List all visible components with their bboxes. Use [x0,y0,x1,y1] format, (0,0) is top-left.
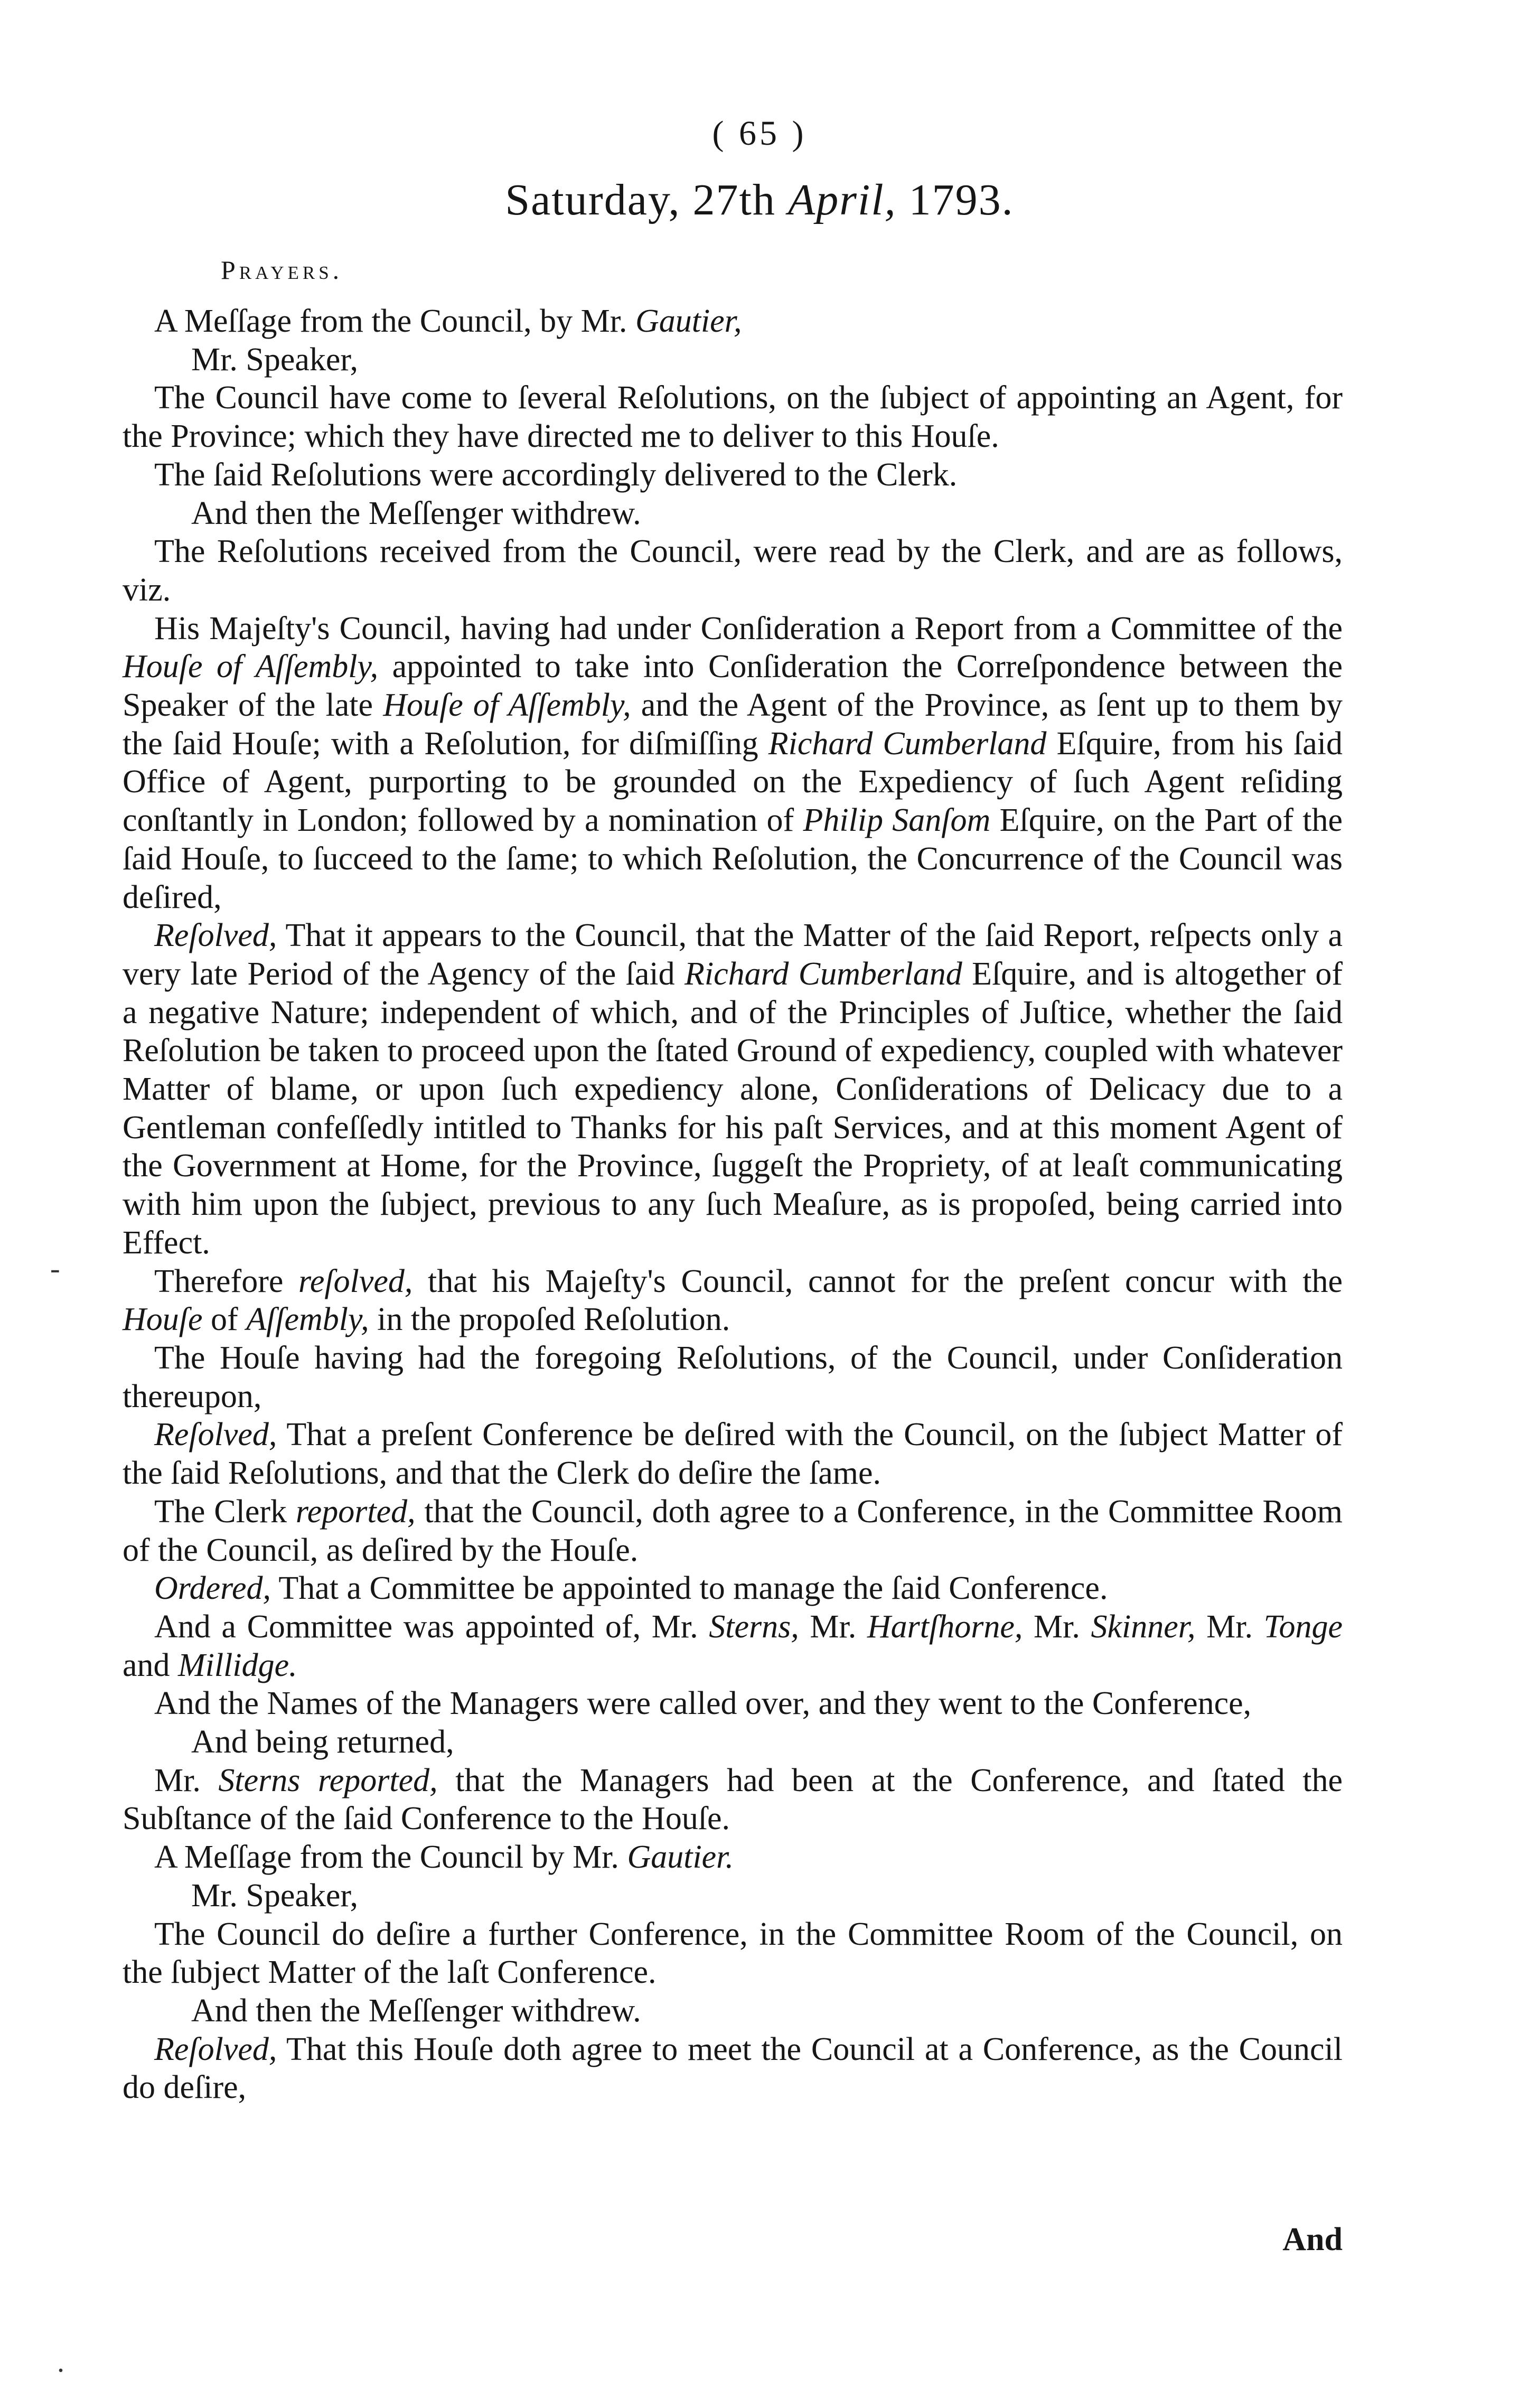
paragraph-italic-text: Sterns, [709,1608,799,1645]
paragraph-text: that the Managers had been at the Conference, and ſtated the Subſtance of the ſaid Conference to the Houſe. [123,1762,1343,1837]
paragraph-italic-text: Tonge [1263,1608,1343,1645]
paragraph-italic-text: Richard Cumberland [768,725,1047,762]
paragraph [123,1992,1343,2030]
paragraph [123,302,1343,341]
paragraph-italic-text: Sterns reported, [218,1762,438,1798]
paragraph [123,341,1343,379]
catchword: And [1282,2222,1343,2257]
paragraph-text: A Meſſage from the Council by Mr. [154,1839,627,1876]
paragraph [123,494,1343,533]
margin-mark: . [57,2346,64,2378]
paragraph [123,916,1343,1262]
paragraph-text: And the Names of the Managers were called over, and they went to the Conference, [154,1685,1252,1722]
paragraph-italic-text: Reſolved, [154,917,277,954]
paragraph-italic-text: Reſolved, [154,2031,277,2067]
paragraph-text: And then the Meſſenger withdrew. [191,495,641,531]
paragraph-text: That it appears to the Council, that the Matter of the ſaid Report, reſpects only a very late Period of the Agency of the ſaid [123,917,1343,992]
paragraph-text: And a Committee was appointed of, Mr. [154,1608,709,1645]
body-text [123,302,1343,2107]
paragraph [123,456,1343,494]
paragraph-italic-text: Houſe of Aſſembly, [383,687,631,724]
margin-mark: - [50,1252,60,1285]
paragraph-italic-text: Skinner, [1091,1608,1196,1645]
paragraph-italic-text: Richard Cumberland [684,955,962,992]
paragraph-italic-text: reſolved, [298,1263,413,1299]
paragraph-italic-text: Reſolved, [154,1417,277,1453]
date-heading [0,174,1519,226]
paragraph-italic-text: Philip Sanſom [803,802,991,839]
paragraph [123,610,1343,917]
paragraph-text: Mr. Speaker, [191,341,359,378]
paragraph-text: A Meſſage from the Council, by Mr. [154,303,635,339]
paragraph [123,1915,1343,1992]
paragraph-text: The Reſolutions received from the Council, were read by the Clerk, and are as follows, viz. [123,533,1343,608]
paragraph-italic-text: Houſe of Aſſembly, [123,649,379,685]
paragraph-text: in the propoſed Reſolution. [369,1301,730,1338]
paragraph-italic-text: Aſſembly, [246,1301,369,1338]
paragraph-italic-text: reported, [295,1493,416,1530]
paragraph-text: Eſquire, and is altogether of a negative Nature; independent of which, and of the Principles of Juſtice, whether the ſaid Reſolution be taken to proceed upon the ſtated Ground of expediency, coupled with whatever Matter of blame, or upon ſuch expediency alone, Conſiderations of Delicacy due to a Gentleman confeſſedly intitled to Thanks for his paſt Services, and at this moment Agent of the Government at Home, for the Province, ſuggeſt the Propriety, of at leaſt communicating with him upon the ſubject, previous to any ſuch Meaſure, as is propoſed, being carried into Effect. [123,955,1343,1261]
paragraph [123,1838,1343,1877]
paragraph-text: Mr. [1023,1608,1091,1645]
paragraph [123,1762,1343,1838]
paragraph-italic-text: Gautier, [635,303,742,339]
paragraph-text: appointed to take into Conſideration the Correſpondence between the Speaker of the late [123,649,1343,724]
date-heading-year: 1793. [896,175,1014,224]
page-number: ( 65 ) [712,114,807,153]
paragraph-text: that the Council, doth agree to a Conference, in the Committee Room of the Council, as deſired by the Houſe. [123,1493,1343,1568]
paragraph-text: of [202,1301,247,1338]
paragraph [123,1262,1343,1339]
date-heading-prefix: Saturday, 27th [505,175,788,224]
prayers-heading: Prayers. [221,255,343,285]
paragraph [123,379,1343,455]
paragraph-text: The Council do deſire a further Conference, in the Committee Room of the Council, on the ſubject Matter of the laſt Conference. [123,1916,1343,1991]
paragraph-italic-text: Hartſhorne, [867,1608,1023,1645]
paragraph-italic-text: Houſe [123,1301,203,1338]
paragraph-text: Eſquire, on the Part of the ſaid Houſe, to ſucceed to the ſame; to which Reſolution, the Concurrence of the Council was deſired, [123,802,1343,915]
paragraph [123,1339,1343,1416]
paragraph-text: The Clerk [154,1493,296,1530]
paragraph-text: Mr. [154,1762,219,1798]
paragraph-text: The ſaid Reſolutions were accordingly delivered to the Clerk. [154,456,958,493]
paragraph-text: and the Agent of the Province, as ſent up to them by the ſaid Houſe; with a Reſolution, for diſmiſſing [123,687,1343,762]
paragraph [123,2030,1343,2107]
paragraph [123,1569,1343,1608]
paragraph-text: That this Houſe doth agree to meet the Council at a Conference, as the Council do deſire, [123,2031,1343,2106]
paragraph [123,1416,1343,1492]
paragraph-text: The Council have come to ſeveral Reſolutions, on the ſubject of appointing an Agent, for the Province; which they have directed me to deliver to this Houſe. [123,380,1343,455]
paragraph [123,1723,1343,1762]
paragraph-text: Mr. Speaker, [191,1877,359,1914]
paragraph [123,1877,1343,1915]
paragraph-text: Mr. [1195,1608,1264,1645]
paragraph-text: and [123,1647,179,1683]
date-heading-month: April, [787,175,897,224]
paragraph-text: Mr. [799,1608,867,1645]
paragraph-text: And then the Meſſenger withdrew. [191,1992,641,2029]
paragraph-text: that his Majeſty's Council, cannot for the preſent concur with the [412,1263,1343,1299]
paragraph-text: Therefore [154,1263,299,1299]
paragraph-text: His Majeſty's Council, having had under Conſideration a Report from a Committee of the [154,610,1343,646]
paragraph-italic-text: Millidge. [178,1647,297,1683]
paragraph-text: That a Committee be appointed to manage the ſaid Conference. [270,1570,1108,1607]
paragraph [123,1684,1343,1723]
paragraph-text: Eſquire, from his ſaid Office of Agent, purporting to be grounded on the Expediency of ſuch Agent reſiding conſtantly in London; followed by a nomination of [123,725,1343,839]
paragraph-text: And being returned, [191,1724,454,1760]
paragraph-italic-text: Ordered, [154,1570,271,1607]
paragraph [123,1608,1343,1684]
paragraph-text: That a preſent Conference be deſired with the Council, on the ſubject Matter of the ſaid Reſolutions, and that the Clerk do deſire the ſame. [123,1417,1343,1492]
paragraph-italic-text: Gautier. [627,1839,734,1876]
paragraph-text: The Houſe having had the foregoing Reſolutions, of the Council, under Conſideration thereupon, [123,1339,1343,1414]
paragraph [123,1493,1343,1569]
paragraph [123,532,1343,609]
